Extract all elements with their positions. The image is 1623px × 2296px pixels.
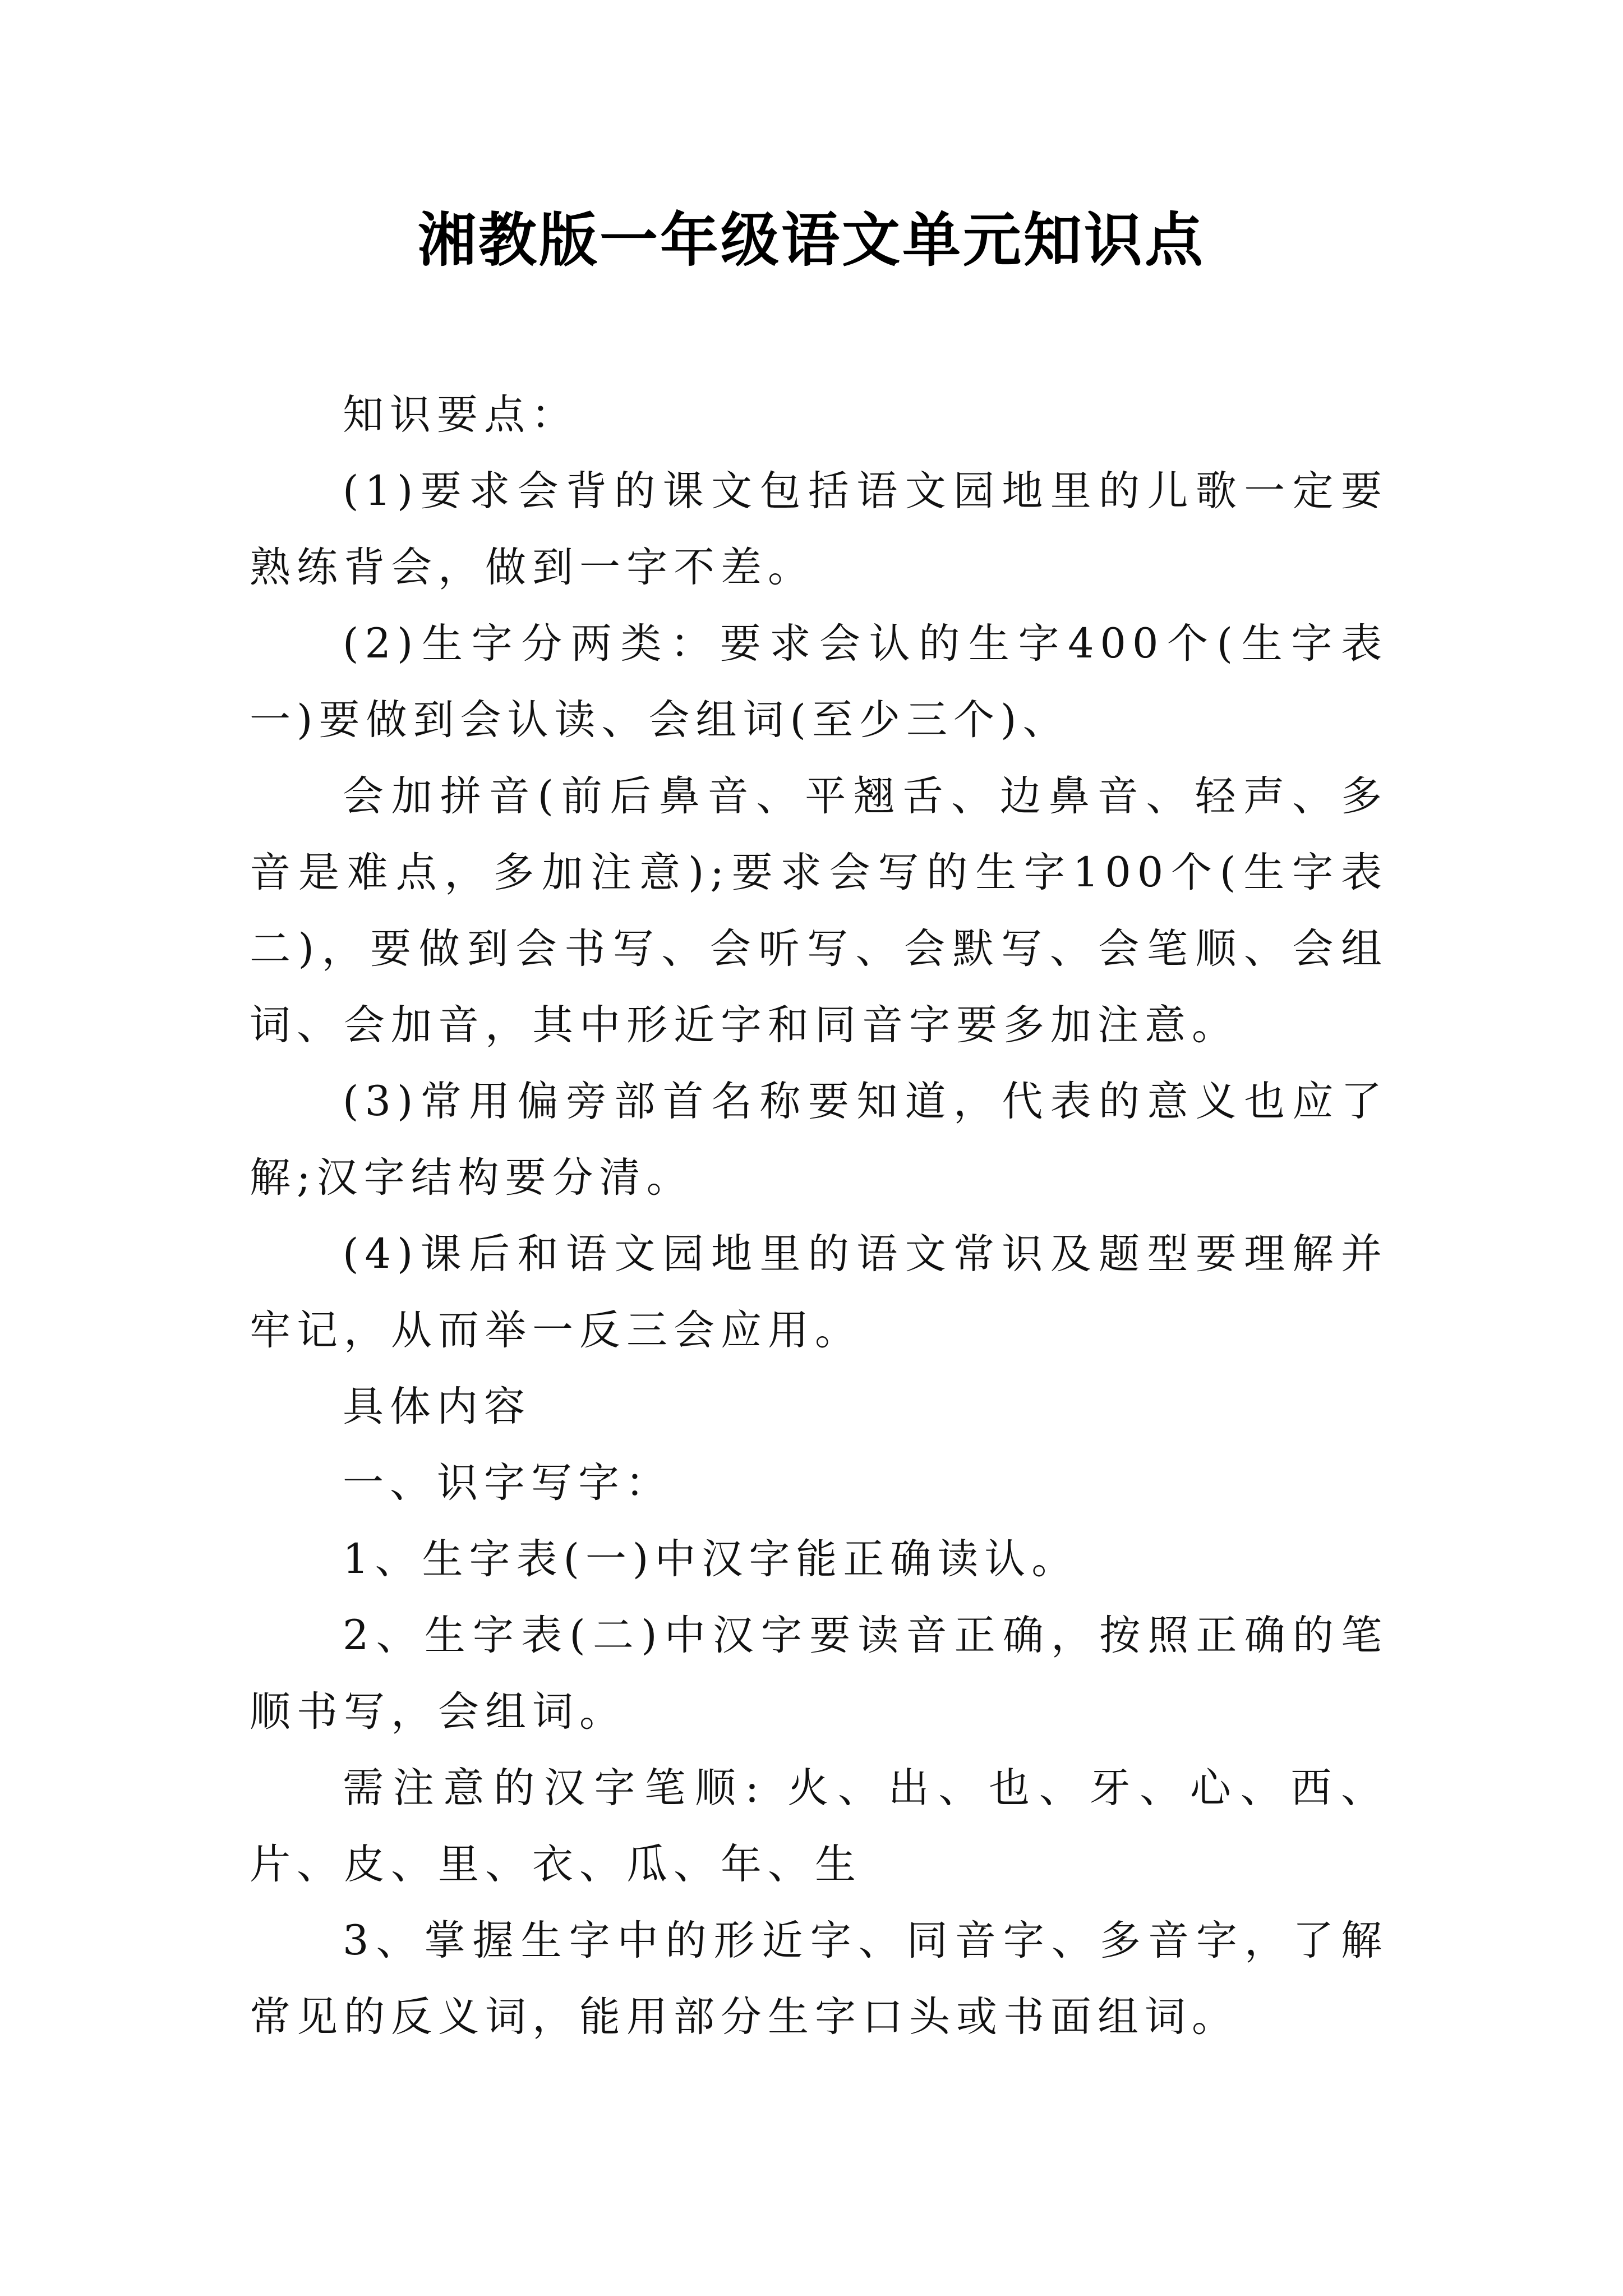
paragraph-point-2-continued: 会加拼音(前后鼻音、平翘舌、边鼻音、轻声、多音是难点，多加注意);要求会写的生字100个(生字表二)，要做到会书写、会听写、会默写、会笔顺、会组词、会加音，其中形近字和同音字要多加注意。 [250,772,1388,1049]
document-body [250,377,1388,2055]
paragraph-knowledge-points-heading: 知识要点： [343,391,578,439]
document-title: 湘教版一年级语文单元知识点 [417,205,1205,274]
paragraph-item-2: 2、生字表(二)中汉字要读音正确，按照正确的笔顺书写，会组词。 [250,1612,1388,1736]
paragraph-specific-content-heading: 具体内容 [343,1383,531,1430]
paragraph-stroke-order-note: 需注意的汉字笔顺: 火、出、也、牙、心、西、片、皮、里、衣、瓜、年、生 [250,1764,1388,1888]
paragraph-point-2: (2)生字分两类：要求会认的生字400个(生字表一)要做到会认读、会组词(至少三个)、 [250,620,1388,744]
paragraph-item-1: 1、生字表(一)中汉字能正确读认。 [343,1535,1079,1583]
paragraph-point-3: (3)常用偏旁部首名称要知道，代表的意义也应了解;汉字结构要分清。 [250,1078,1388,1202]
paragraph-section-1-heading: 一、识字写字： [343,1459,672,1507]
paragraph-point-1: (1)要求会背的课文包括语文园地里的儿歌一定要熟练背会，做到一字不差。 [250,467,1388,591]
paragraph-item-3: 3、掌握生字中的形近字、同音字、多音字，了解常见的反义词，能用部分生字口头或书面组词。 [250,1917,1388,2041]
paragraph-point-4: (4)课后和语文园地里的语文常识及题型要理解并牢记，从而举一反三会应用。 [250,1230,1388,1354]
